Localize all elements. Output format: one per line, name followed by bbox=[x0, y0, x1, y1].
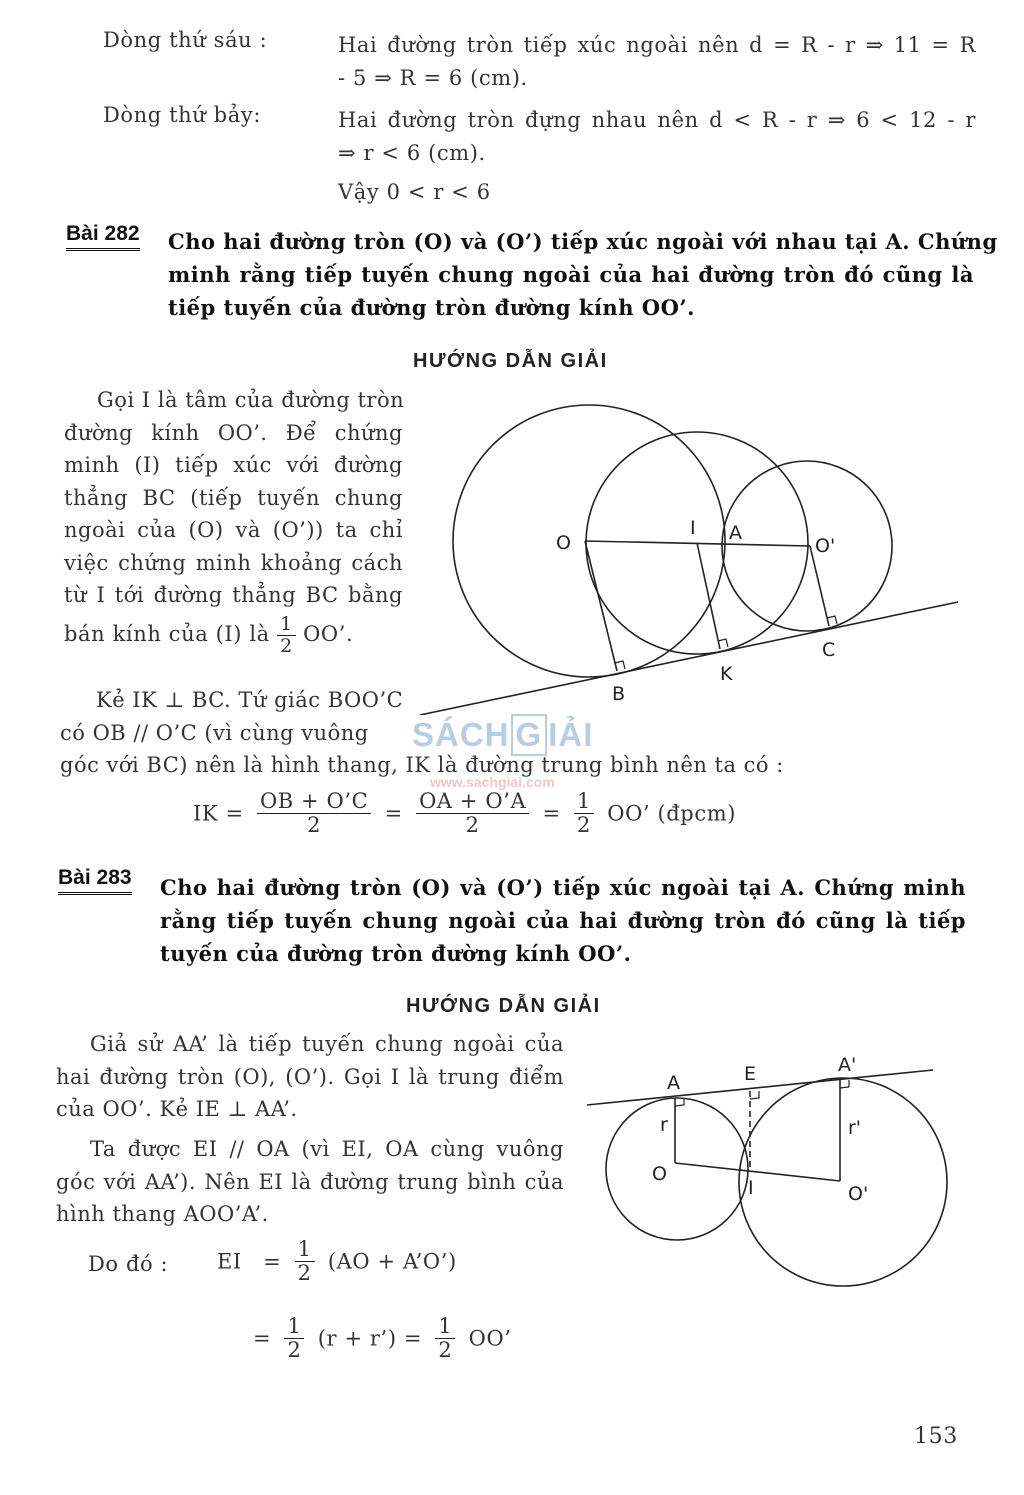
para-line: góc với AA’). Nên EI là đường trung bình của bbox=[56, 1169, 564, 1194]
fraction-denominator: 2 bbox=[577, 813, 591, 838]
ik-formula bbox=[193, 790, 736, 837]
watermark-brand-left: SÁCH bbox=[412, 716, 510, 753]
fraction-2 bbox=[416, 790, 529, 837]
label-a: A bbox=[729, 522, 742, 544]
right-angle-e bbox=[750, 1091, 759, 1099]
formula-tail: OO’ (đpcm) bbox=[607, 801, 736, 826]
label-k: K bbox=[720, 663, 733, 685]
solution-line: Giả sử AA’ là tiếp tuyến chung ngoài của bbox=[90, 1032, 564, 1056]
fraction-3 bbox=[574, 790, 594, 837]
equals-sign: = bbox=[253, 1326, 272, 1351]
solution-line: đường kính OO’. Để chứng bbox=[64, 420, 403, 445]
watermark bbox=[412, 700, 617, 792]
problem-line: tiếp tuyến của đường tròn đường kính OO’. bbox=[168, 295, 695, 320]
half-fraction bbox=[277, 614, 296, 657]
fraction-denominator: 2 bbox=[465, 813, 480, 838]
fraction-denominator: 2 bbox=[307, 813, 322, 838]
right-angle-a-prime bbox=[840, 1080, 849, 1088]
solution-line: việc chứng minh khoảng cách bbox=[64, 550, 403, 575]
label-o-prime: O' bbox=[848, 1183, 869, 1205]
ei-rhs: OO’ bbox=[468, 1326, 512, 1351]
segment-ob bbox=[585, 541, 617, 671]
half-fraction bbox=[435, 1315, 455, 1362]
para-line: có OB // O’C (vì cùng vuông bbox=[60, 720, 369, 745]
half-fraction bbox=[284, 1315, 304, 1362]
solution-line: minh (I) tiếp xúc với đường bbox=[64, 453, 403, 477]
bai-283-heading: HƯỚNG DẪN GIẢI bbox=[406, 995, 601, 1017]
bai-283-figure bbox=[585, 1050, 965, 1310]
label-b: B bbox=[612, 683, 626, 705]
ei-rhs: (AO + A’O’) bbox=[327, 1249, 457, 1274]
segment-oo-prime bbox=[675, 1163, 840, 1181]
fraction-numerator: 1 bbox=[435, 1315, 455, 1339]
bai-282-figure bbox=[410, 395, 970, 715]
fraction-denominator: 2 bbox=[287, 1338, 302, 1363]
fraction-1 bbox=[257, 790, 371, 837]
solution-line: từ I tới đường thẳng BC bằng bbox=[64, 583, 403, 607]
watermark-url: www.sachgiai.com bbox=[430, 774, 555, 790]
tangent-line-bc bbox=[420, 602, 958, 715]
page-number: 153 bbox=[914, 1424, 958, 1449]
label-a: A bbox=[667, 1072, 680, 1094]
solution-line: hai đường tròn (O), (O’). Gọi I là trung điểm bbox=[56, 1064, 564, 1089]
ei-lhs: EI bbox=[217, 1249, 242, 1274]
fraction-denominator: 2 bbox=[438, 1338, 453, 1363]
problem-line: Cho hai đường tròn (O) và (O’) tiếp xúc ngoài với nhau tại A. Chứng bbox=[168, 229, 998, 254]
label-i: I bbox=[748, 1177, 754, 1199]
bai-282-problem bbox=[168, 225, 998, 324]
ei-mid: (r + r’) = bbox=[317, 1326, 423, 1351]
label-o: O bbox=[556, 532, 571, 554]
para-line: góc với BC) nên là hình thang, IK là đường trung bình nên ta có : bbox=[60, 753, 784, 777]
bai-283-solution bbox=[56, 1028, 564, 1126]
ei-equation-1 bbox=[217, 1238, 457, 1285]
label-a-prime: A' bbox=[838, 1054, 857, 1076]
fraction-denominator: 2 bbox=[280, 634, 293, 657]
ei-equation-2 bbox=[253, 1315, 512, 1362]
label-e: E bbox=[744, 1063, 757, 1085]
watermark-brand-mid: G bbox=[511, 714, 548, 756]
problem-line: rằng tiếp tuyến chung ngoài của hai đường tròn đó cũng là tiếp bbox=[160, 908, 966, 933]
fraction-numerator: 1 bbox=[284, 1315, 304, 1339]
problem-line: tuyến của đường tròn đường kính OO’. bbox=[160, 941, 632, 966]
equals-sign: = bbox=[542, 801, 561, 826]
row7-label: Dòng thứ bảy: bbox=[103, 103, 261, 127]
row7-text-line2: ⇒ r < 6 (cm). bbox=[338, 141, 486, 165]
row6-text-line1: Hai đường tròn tiếp xúc ngoài nên d = R - r ⇒ 11 = R bbox=[338, 33, 976, 57]
fraction-numerator: OB + O’C bbox=[257, 790, 371, 814]
watermark-brand bbox=[412, 714, 593, 756]
bai-282-heading: HƯỚNG DẪN GIẢI bbox=[413, 350, 608, 372]
circle-o-prime bbox=[739, 1078, 947, 1286]
para-line: hình thang AOO’A’. bbox=[56, 1202, 269, 1226]
segment-o-prime-c bbox=[810, 546, 829, 626]
solution-line: ngoài của (O) và (O’)) ta chỉ bbox=[64, 518, 403, 542]
label-o: O bbox=[652, 1163, 667, 1185]
radius-text-tail: OO’. bbox=[303, 621, 354, 646]
bai-283-problem bbox=[160, 871, 966, 970]
row7-text-line3: Vậy 0 < r < 6 bbox=[338, 180, 491, 204]
row6-label: Dòng thứ sáu : bbox=[103, 28, 268, 52]
bai-282-label: Bài 282 bbox=[66, 222, 140, 251]
bai-282-solution bbox=[64, 384, 403, 612]
label-r: r bbox=[660, 1114, 668, 1136]
solution-line: của OO’. Kẻ IE ⊥ AA’. bbox=[56, 1097, 298, 1121]
equals-sign: = bbox=[263, 1249, 282, 1274]
tangent-line-aa-prime bbox=[587, 1070, 933, 1105]
label-i: I bbox=[690, 517, 696, 539]
fraction-numerator: 1 bbox=[574, 790, 594, 814]
do-do-label: Do đó : bbox=[88, 1252, 169, 1276]
para-line: Ta được EI // OA (vì EI, OA cùng vuông bbox=[90, 1137, 564, 1161]
watermark-brand-right: IẢI bbox=[548, 716, 594, 753]
fraction-numerator: 1 bbox=[295, 1238, 315, 1262]
segment-ik bbox=[697, 543, 720, 649]
formula-lhs: IK = bbox=[193, 801, 244, 826]
half-fraction bbox=[295, 1238, 315, 1285]
radius-line bbox=[64, 614, 353, 657]
radius-text: bán kính của (I) là bbox=[64, 621, 270, 646]
label-c: C bbox=[822, 639, 836, 661]
fraction-numerator: OA + O’A bbox=[416, 790, 529, 814]
solution-line: thẳng BC (tiếp tuyến chung bbox=[64, 485, 403, 510]
right-angle-a bbox=[675, 1098, 684, 1106]
equals-sign: = bbox=[384, 801, 403, 826]
row6-text-line2: - 5 ⇒ R = 6 (cm). bbox=[338, 66, 528, 90]
label-o-prime: O' bbox=[815, 535, 836, 557]
problem-line: Cho hai đường tròn (O) và (O’) tiếp xúc ngoài tại A. Chứng minh bbox=[160, 875, 966, 900]
solution-line: Gọi I là tâm của đường tròn bbox=[97, 388, 405, 412]
fraction-numerator: 1 bbox=[277, 614, 296, 636]
row7-text-line1: Hai đường tròn đựng nhau nên d < R - r ⇒ 6 < 12 - r bbox=[338, 108, 976, 132]
para-line: Kẻ IK ⊥ BC. Tứ giác BOO’C bbox=[96, 688, 404, 712]
label-r-prime: r' bbox=[848, 1117, 862, 1139]
fraction-denominator: 2 bbox=[297, 1261, 312, 1286]
bai-283-label: Bài 283 bbox=[58, 866, 132, 895]
problem-line: minh rằng tiếp tuyến chung ngoài của hai đường tròn đó cũng là bbox=[168, 262, 974, 287]
bai-283-para2 bbox=[56, 1133, 564, 1231]
